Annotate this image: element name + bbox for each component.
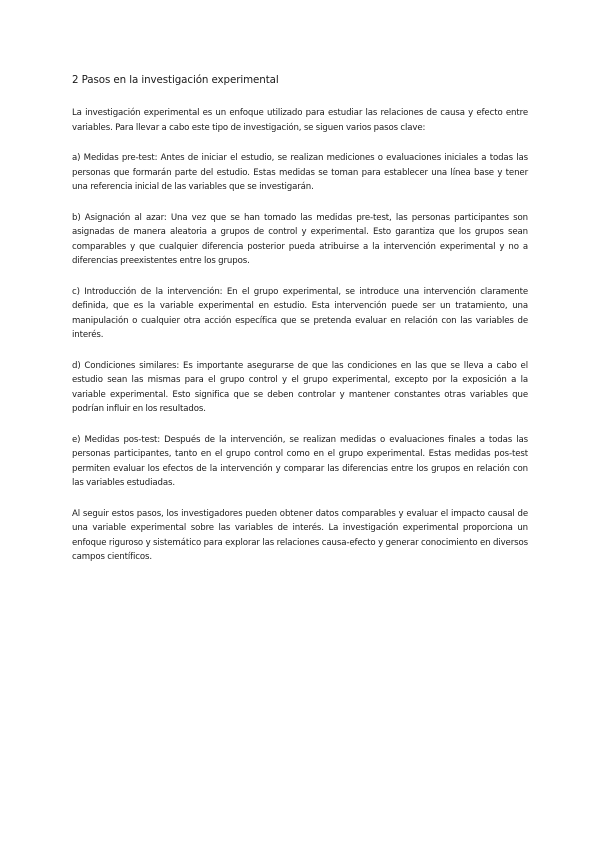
conclusion-paragraph: Al seguir estos pasos, los investigadores pueden obtener datos comparables y evaluar el impacto causal de una variable experimental sobre las variables de interés. La investigación experimental proporciona un enfoque riguroso y sistemático para explorar las relaciones causa-efecto y generar conocimiento en diversos campos científicos.: [72, 508, 528, 562]
intro-paragraph: La investigación experimental es un enfoque utilizado para estudiar las relaciones de causa y efecto entre variables. Para llevar a cabo este tipo de investigación, se siguen varios pasos clave:: [72, 108, 528, 133]
document-body: [72, 74, 528, 581]
step-c-paragraph: c) Introducción de la intervención: En el grupo experimental, se introduce una intervención claramente definida, que es la variable experimental en estudio. Esta intervención puede ser un tratamiento, una manipulación o cualquier otra acción específica que se pretenda evaluar en relación con las variables de interés.: [72, 286, 528, 340]
step-b-paragraph: b) Asignación al azar: Una vez que se han tomado las medidas pre-test, las personas participantes son asignadas de manera aleatoria a grupos de control y experimental. Esto garantiza que los grupos sean comparables y que cualquier diferencia posterior pueda atribuirse a la intervención experimental y no a diferencias preexistentes entre los grupos.: [72, 212, 528, 266]
step-d-paragraph: d) Condiciones similares: Es importante asegurarse de que las condiciones en las que se lleva a cabo el estudio sean las mismas para el grupo control y el grupo experimental, excepto por la exposición a la variable experimental. Esto significa que se deben controlar y mantener constantes otras variables que podrían influir en los resultados.: [72, 360, 528, 414]
section-heading: 2 Pasos en la investigación experimental: [72, 74, 279, 86]
step-a-paragraph: a) Medidas pre-test: Antes de iniciar el estudio, se realizan mediciones o evaluaciones iniciales a todas las personas que formarán parte del estudio. Estas medidas se toman para establecer una línea base y tener una referencia inicial de las variables que se investigarán.: [72, 153, 528, 192]
step-e-paragraph: e) Medidas pos-test: Después de la intervención, se realizan medidas o evaluaciones finales a todas las personas participantes, tanto en el grupo control como en el grupo experimental. Estas medidas pos-test permiten evaluar los efectos de la intervención y comparar las diferencias entre los grupos en relación con las variables estudiadas.: [72, 434, 528, 488]
